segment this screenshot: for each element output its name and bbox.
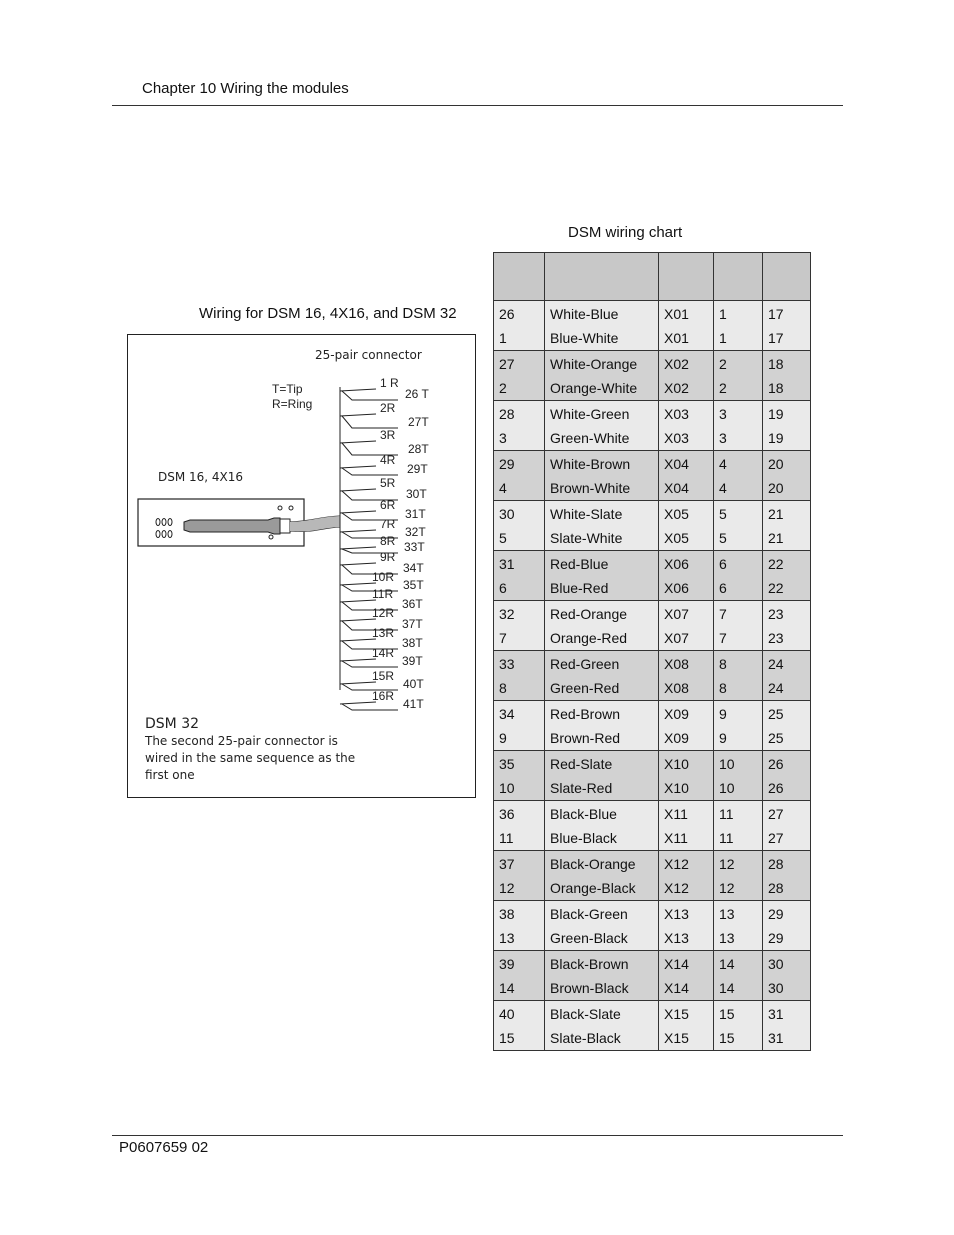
table-cell: 31 — [763, 1001, 811, 1027]
table-cell: 25 — [763, 726, 811, 751]
table-cell: 34 — [494, 701, 545, 727]
table-caption: DSM wiring chart — [568, 224, 683, 241]
header-rule — [112, 105, 843, 106]
table-cell: X08 — [659, 676, 714, 701]
table-row — [494, 926, 811, 951]
table-cell: X10 — [659, 751, 714, 777]
table-cell: 14 — [494, 976, 545, 1001]
ring-pin-label: 7R — [380, 517, 396, 531]
table-row — [494, 326, 811, 351]
tip-pin-label: 38T — [402, 636, 423, 650]
tip-lead — [342, 704, 398, 710]
table-cell: 25 — [763, 701, 811, 727]
table-cell: 26 — [494, 301, 545, 327]
table-cell: X05 — [659, 526, 714, 551]
ring-pin-label: 2R — [380, 401, 396, 415]
tip-lead — [342, 416, 398, 428]
table-cell: X06 — [659, 576, 714, 601]
ring-pin-label: 3R — [380, 428, 396, 442]
table-row — [494, 701, 811, 727]
module-label: DSM 16, 4X16 — [158, 470, 244, 484]
table-row — [494, 501, 811, 527]
connector-label: 25-pair connector — [315, 348, 422, 362]
ring-pin-label: 16R — [372, 689, 395, 703]
ring-pin-label: 8R — [380, 534, 396, 548]
table-cell: 1 — [494, 326, 545, 351]
table-cell: X02 — [659, 376, 714, 401]
table-cell: 22 — [763, 576, 811, 601]
tip-pin-label: 41T — [403, 697, 424, 711]
ring-pin-label: 1 R — [380, 376, 399, 390]
table-cell: X01 — [659, 326, 714, 351]
tip-pin-label: 32T — [405, 525, 426, 539]
table-cell: 10 — [714, 751, 763, 777]
table-cell: 12 — [714, 851, 763, 877]
table-cell: 14 — [714, 976, 763, 1001]
table-cell: 2 — [494, 376, 545, 401]
figure-caption: Wiring for DSM 16, 4X16, and DSM 32 — [199, 305, 457, 322]
table-cell: X02 — [659, 351, 714, 377]
table-cell: White-Blue — [545, 301, 659, 327]
table-row — [494, 651, 811, 677]
table-cell: 36 — [494, 801, 545, 827]
table-cell: White-Orange — [545, 351, 659, 377]
table-cell: 30 — [494, 501, 545, 527]
ring-pin-label: 14R — [372, 646, 395, 660]
table-cell: 33 — [494, 651, 545, 677]
table-row — [494, 576, 811, 601]
table-row — [494, 776, 811, 801]
tip-pin-label: 29T — [407, 462, 428, 476]
table-cell: 31 — [494, 551, 545, 577]
table-cell: 13 — [714, 901, 763, 927]
table-cell: Orange-White — [545, 376, 659, 401]
table-cell: 9 — [714, 726, 763, 751]
ring-lead — [340, 547, 376, 549]
table-cell: 23 — [763, 626, 811, 651]
table-cell: Green-White — [545, 426, 659, 451]
ring-lead — [340, 489, 376, 491]
table-cell: Red-Orange — [545, 601, 659, 627]
ring-lead — [340, 702, 376, 704]
table-cell: X12 — [659, 851, 714, 877]
table-cell: 6 — [494, 576, 545, 601]
table-cell: 39 — [494, 951, 545, 977]
ring-lead — [340, 659, 376, 661]
table-cell: 19 — [763, 401, 811, 427]
table-cell: 5 — [714, 526, 763, 551]
table-cell: 6 — [714, 551, 763, 577]
table-cell: X08 — [659, 651, 714, 677]
table-cell: 24 — [763, 676, 811, 701]
table-cell: 28 — [494, 401, 545, 427]
table-cell: 7 — [714, 601, 763, 627]
table-cell: Black-Orange — [545, 851, 659, 877]
ring-lead — [340, 639, 376, 641]
table-cell: X11 — [659, 826, 714, 851]
table-row — [494, 951, 811, 977]
ring-pin-label: 10R — [372, 570, 395, 584]
table-row — [494, 976, 811, 1001]
table-cell: 30 — [763, 976, 811, 1001]
table-cell: 1 — [714, 326, 763, 351]
tip-pin-label: 34T — [403, 561, 424, 575]
tip-lead — [342, 661, 398, 667]
table-cell: Orange-Red — [545, 626, 659, 651]
table-cell: 3 — [714, 426, 763, 451]
tip-pin-label: 28T — [408, 442, 429, 456]
table-cell: X13 — [659, 926, 714, 951]
ring-lead — [340, 511, 376, 513]
table-cell: 23 — [763, 601, 811, 627]
table-cell: Black-Brown — [545, 951, 659, 977]
table-cell: X09 — [659, 701, 714, 727]
ring-pin-label: 13R — [372, 626, 395, 640]
ring-lead — [340, 414, 376, 416]
table-cell: Blue-Black — [545, 826, 659, 851]
table-cell: 8 — [714, 676, 763, 701]
table-cell: 21 — [763, 501, 811, 527]
table-cell: 5 — [494, 526, 545, 551]
table-cell: 20 — [763, 476, 811, 501]
table-cell: X13 — [659, 901, 714, 927]
table-cell: 15 — [714, 1026, 763, 1051]
table-row — [494, 601, 811, 627]
table-cell: 12 — [494, 876, 545, 901]
table-cell: 26 — [763, 776, 811, 801]
table-row — [494, 626, 811, 651]
connector-pins — [340, 376, 429, 711]
table-row — [494, 351, 811, 377]
table-cell: White-Slate — [545, 501, 659, 527]
table-cell: 13 — [494, 926, 545, 951]
wiring-diagram — [128, 335, 477, 799]
table-cell: Brown-White — [545, 476, 659, 501]
table-cell: Red-Brown — [545, 701, 659, 727]
tip-pin-label: 26 T — [405, 387, 429, 401]
table-cell: 27 — [763, 801, 811, 827]
table-cell: X05 — [659, 501, 714, 527]
table-cell: X03 — [659, 426, 714, 451]
dsm-wiring-table — [493, 252, 811, 1051]
ring-pin-label: 11R — [372, 587, 394, 601]
table-cell: Red-Blue — [545, 551, 659, 577]
table-cell: 29 — [763, 926, 811, 951]
table-cell: 10 — [494, 776, 545, 801]
table-cell: 4 — [494, 476, 545, 501]
table-cell: 3 — [714, 401, 763, 427]
table-row — [494, 901, 811, 927]
table-cell: Green-Black — [545, 926, 659, 951]
table-row — [494, 301, 811, 327]
ring-pin-label: 4R — [380, 453, 396, 467]
table-row — [494, 1026, 811, 1051]
table-cell: Brown-Red — [545, 726, 659, 751]
table-row — [494, 551, 811, 577]
table-cell: Black-Green — [545, 901, 659, 927]
ring-lead — [340, 466, 376, 468]
table-cell: 18 — [763, 376, 811, 401]
table-cell: X03 — [659, 401, 714, 427]
tip-pin-label: 40T — [403, 677, 424, 691]
table-cell: 21 — [763, 526, 811, 551]
table-cell: 1 — [714, 301, 763, 327]
table-row — [494, 826, 811, 851]
table-row — [494, 851, 811, 877]
table-cell: 6 — [714, 576, 763, 601]
table-cell: Slate-Black — [545, 1026, 659, 1051]
table-cell: 27 — [763, 826, 811, 851]
ring-pin-label: 15R — [372, 669, 395, 683]
table-row — [494, 676, 811, 701]
table-row — [494, 726, 811, 751]
table-cell: X15 — [659, 1001, 714, 1027]
table-cell: Blue-Red — [545, 576, 659, 601]
table-cell: X06 — [659, 551, 714, 577]
tip-pin-label: 35T — [403, 578, 424, 592]
table-row — [494, 1001, 811, 1027]
table-cell: Brown-Black — [545, 976, 659, 1001]
table-cell: Black-Slate — [545, 1001, 659, 1027]
ring-pin-label: 5R — [380, 476, 396, 490]
ring-lead — [340, 600, 376, 602]
table-cell: 9 — [714, 701, 763, 727]
wiring-figure — [127, 334, 476, 798]
ring-lead — [340, 682, 376, 684]
table-cell: 20 — [763, 451, 811, 477]
table-row — [494, 451, 811, 477]
table-cell: X04 — [659, 476, 714, 501]
table-cell: 7 — [714, 626, 763, 651]
table-cell: 14 — [714, 951, 763, 977]
table-cell: 2 — [714, 376, 763, 401]
column-header — [763, 253, 811, 301]
ring-pin-label: 6R — [380, 498, 396, 512]
table-cell: 9 — [494, 726, 545, 751]
tip-pin-label: 30T — [406, 487, 427, 501]
tip-pin-label: 37T — [402, 617, 423, 631]
running-header: Chapter 10 Wiring the modules — [142, 80, 349, 97]
table-cell: 8 — [494, 676, 545, 701]
table-cell: Red-Slate — [545, 751, 659, 777]
column-header — [494, 253, 545, 301]
table-cell: X12 — [659, 876, 714, 901]
table-cell: 28 — [763, 876, 811, 901]
table-cell: 31 — [763, 1026, 811, 1051]
table-cell: 29 — [763, 901, 811, 927]
table-cell: X07 — [659, 601, 714, 627]
ring-lead — [340, 389, 376, 391]
table-body — [494, 301, 811, 1051]
table-cell: X10 — [659, 776, 714, 801]
table-cell: 12 — [714, 876, 763, 901]
table-cell: 7 — [494, 626, 545, 651]
column-header — [545, 253, 659, 301]
table-cell: Slate-White — [545, 526, 659, 551]
table-cell: 26 — [763, 751, 811, 777]
table-cell: X14 — [659, 976, 714, 1001]
table-cell: Red-Green — [545, 651, 659, 677]
table-cell: Slate-Red — [545, 776, 659, 801]
table-cell: 13 — [714, 926, 763, 951]
table-cell: 37 — [494, 851, 545, 877]
table-row — [494, 526, 811, 551]
ring-lead — [340, 441, 376, 443]
footer-rule — [112, 1135, 843, 1136]
table-cell: Black-Blue — [545, 801, 659, 827]
table-cell: 15 — [714, 1001, 763, 1027]
table-cell: 10 — [714, 776, 763, 801]
dsm32-note-line-1: The second 25-pair connector is — [145, 734, 338, 748]
ring-lead — [340, 583, 376, 585]
table-cell: 17 — [763, 301, 811, 327]
table-cell: 3 — [494, 426, 545, 451]
table-cell: 11 — [494, 826, 545, 851]
table-cell: White-Brown — [545, 451, 659, 477]
table-cell: 22 — [763, 551, 811, 577]
tip-pin-label: 39T — [402, 654, 423, 668]
table-cell: 4 — [714, 451, 763, 477]
ring-lead — [340, 563, 376, 565]
table-cell: 28 — [763, 851, 811, 877]
legend-tip: T=Tip — [272, 382, 303, 396]
tip-lead — [342, 391, 398, 400]
table-row — [494, 476, 811, 501]
ring-pin-label: 12R — [372, 606, 395, 620]
table-cell: X09 — [659, 726, 714, 751]
legend-ring: R=Ring — [272, 397, 313, 411]
table-cell: X07 — [659, 626, 714, 651]
table-row — [494, 876, 811, 901]
cable-plug — [184, 518, 290, 534]
tip-pin-label: 31T — [405, 507, 426, 521]
table-cell: 11 — [714, 801, 763, 827]
table-cell: 24 — [763, 651, 811, 677]
table-row — [494, 376, 811, 401]
table-cell: 8 — [714, 651, 763, 677]
table-row — [494, 401, 811, 427]
table-cell: 40 — [494, 1001, 545, 1027]
dsm32-title: DSM 32 — [145, 716, 200, 732]
column-header — [659, 253, 714, 301]
tip-lead — [342, 468, 398, 475]
ring-pin-label: 9R — [380, 550, 396, 564]
table-cell: Blue-White — [545, 326, 659, 351]
table-cell: 27 — [494, 351, 545, 377]
document-number: P0607659 02 — [119, 1139, 209, 1156]
table-row — [494, 751, 811, 777]
table-cell: 29 — [494, 451, 545, 477]
table-cell: 15 — [494, 1026, 545, 1051]
table-cell: Green-Red — [545, 676, 659, 701]
tip-pin-label: 27T — [408, 415, 429, 429]
tip-pin-label: 33T — [404, 540, 425, 554]
table-cell: X01 — [659, 301, 714, 327]
table-cell: 17 — [763, 326, 811, 351]
table-cell: X14 — [659, 951, 714, 977]
table-row — [494, 801, 811, 827]
table-cell: 30 — [763, 951, 811, 977]
column-header — [714, 253, 763, 301]
table-cell: 11 — [714, 826, 763, 851]
table-cell: 35 — [494, 751, 545, 777]
table-cell: Orange-Black — [545, 876, 659, 901]
table-cell: 18 — [763, 351, 811, 377]
table-cell: 19 — [763, 426, 811, 451]
ring-lead — [340, 530, 376, 532]
dsm32-note-line-2: wired in the same sequence as the — [145, 751, 356, 765]
table-cell: X15 — [659, 1026, 714, 1051]
table-cell: 32 — [494, 601, 545, 627]
table-cell: X04 — [659, 451, 714, 477]
table-cell: 4 — [714, 476, 763, 501]
table-header-row — [494, 253, 811, 301]
table-cell: White-Green — [545, 401, 659, 427]
table-cell: X11 — [659, 801, 714, 827]
table-cell: 5 — [714, 501, 763, 527]
tip-pin-label: 36T — [402, 597, 423, 611]
dsm32-note-line-3: first one — [145, 768, 195, 782]
table-row — [494, 426, 811, 451]
table-cell: 38 — [494, 901, 545, 927]
table-cell: 2 — [714, 351, 763, 377]
ring-lead — [340, 619, 376, 621]
